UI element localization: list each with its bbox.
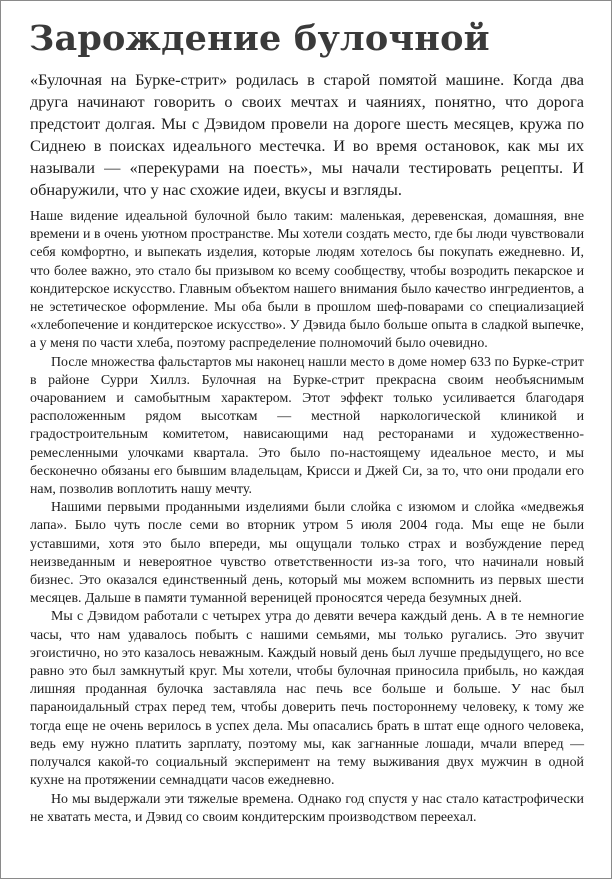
body-paragraph: Но мы выдержали эти тяжелые времена. Однако год спустя у нас стало катастрофически не хватать места, и Дэвид со своим кондитерским производством переехал.	[30, 791, 584, 825]
lead-paragraph: «Булочная на Бурке-стрит» родилась в старой помятой машине. Когда два друга начинают говорить о своих мечтах и чаяниях, понятно, что дорога предстоит долгая. Мы с Дэвидом провели на дороге шесть месяцев, кружа по Сиднею в поисках идеального местечка. И во время остановок, как мы их называли — «перекурами на поесть», мы начали тестировать рецепты. И обнаружили, что у нас схожие идеи, вкусы и взгляды.	[30, 70, 584, 199]
body-text	[30, 208, 584, 827]
body-paragraph: Наше видение идеальной булочной было таким: маленькая, деревенская, домашняя, вне времени и в очень уютном пространстве. Мы хотели создать место, где бы люди чувствовали себя комфортно, и выпекать изделия, которые людям хотелось бы покупать ежедневно. И, что более важно, это стало бы призывом ко всему сообществу, чтобы возродить пекарское и кондитерское искусство. Главным объектом нашего внимания было качество ингредиентов, а не эстетическое оформление. Мы оба были в прошлом шеф-поварами со специализацией «хлебопечение и кондитерское искусство». У Дэвида было больше опыта в сладкой выпечке, а у меня по части хлеба, поэтому распределение полномочий было очевидно.	[30, 209, 584, 352]
chapter-title: Зарождение булочной	[29, 18, 490, 59]
body-paragraph: Нашими первыми проданными изделиями были слойка с изюмом и слойка «медвежья лапа». Было чуть после семи во вторник утром 5 июля 2004 года. Мы еще не были уставшими, хотя это было впереди, мы ощущали только страх и возбуждение перед неизведанным и невероятное чувство ответственности из-за того, что начинали новый бизнес. Это оказался единственный день, который мы можем вспомнить из первых шести месяцев. Дальше в памяти туманной вереницей проносятся череда безумных дней.	[30, 500, 584, 607]
body-paragraph: Мы с Дэвидом работали с четырех утра до девяти вечера каждый день. А в те немногие часы, что нам удавалось побыть с нашими семьями, мы только ругались. Это звучит эгоистично, но это казалось неважным. Каждый новый день был лучше предыдущего, но все равно это был замкнутый круг. Мы хотели, чтобы булочная приносила прибыль, но каждая лишняя проданная булочка заставляла нас печь все больше и больше. У нас был параноидальный страх перед тем, чтобы доверить печь постороннему человеку, к тому же тогда еще не очень верилось в успех дела. Мы опасались брать в штат еще одного человека, ведь ему нужно платить зарплату, поэтому мы, как загнанные лошади, мчали вперед — получался какой-то социальный эксперимент на тему выживания двух мужчин в одной кухне на протяжении семнадцати часов ежедневно.	[30, 609, 584, 789]
body-paragraph: После множества фальстартов мы наконец нашли место в доме номер 633 по Бурке-стрит в районе Сурри Хиллз. Булочная на Бурке-стрит прекрасна своим необъяснимым очарованием и самобытным характером. Этот эффект только усиливается благодаря расположенным рядом высоткам — местной наркологической клиникой и градостроительным комитетом, нависающими над ресторанами и художественно-ремесленными улочками квартала. Это было по-настоящему идеальное место, и мы бесконечно обязаны его бывшим владельцам, Крисси и Джей Си, за то, что они продали его нам, позволив воплотить нашу мечту.	[30, 354, 584, 498]
